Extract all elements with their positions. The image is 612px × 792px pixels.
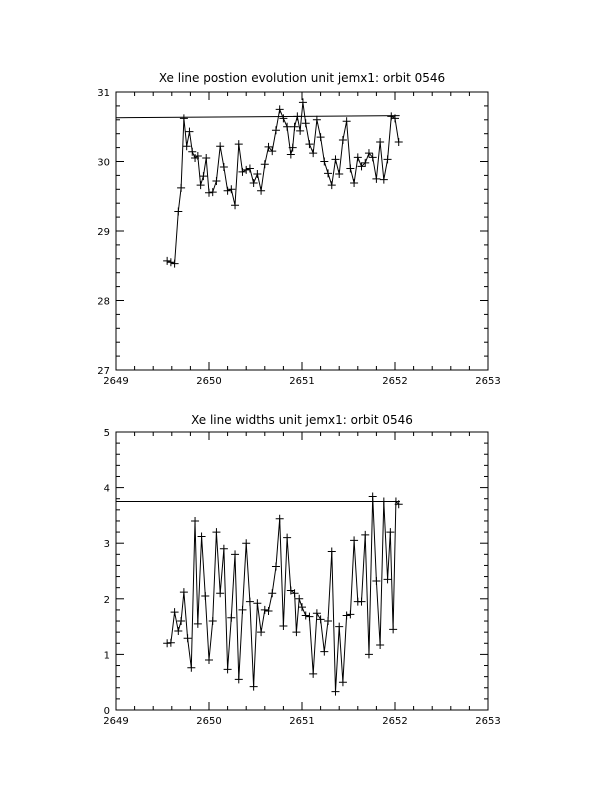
data-point	[339, 136, 347, 144]
data-point	[346, 610, 354, 618]
data-point	[287, 151, 295, 159]
data-point	[283, 123, 291, 131]
data-point	[291, 123, 299, 131]
x-tick-label: 2649	[103, 716, 129, 727]
data-point	[372, 577, 380, 585]
data-point	[167, 639, 175, 647]
data-point	[265, 607, 273, 615]
data-point	[268, 589, 276, 597]
data-point	[343, 611, 351, 619]
position-plot-area	[97, 88, 500, 387]
data-point	[320, 158, 328, 166]
data-point	[224, 665, 232, 673]
x-tick-label: 2652	[382, 716, 408, 727]
data-point	[309, 149, 317, 157]
chart-title-position: Xe line postion evolution unit jemx1: orbit 0546	[158, 71, 446, 85]
data-point	[261, 606, 269, 614]
data-point	[305, 140, 313, 148]
data-point	[209, 188, 217, 196]
data-point	[331, 155, 339, 163]
data-point	[171, 608, 179, 616]
data-point	[389, 625, 397, 633]
data-point	[283, 534, 291, 542]
x-tick-label: 2653	[475, 376, 501, 387]
data-point	[250, 179, 258, 187]
data-point	[279, 622, 287, 630]
data-point	[184, 634, 192, 642]
data-point	[328, 548, 336, 556]
data-point	[276, 515, 284, 523]
data-point	[293, 112, 301, 120]
data-point	[317, 133, 325, 141]
data-point	[324, 169, 332, 177]
x-tick-label: 2650	[196, 376, 222, 387]
data-point	[276, 105, 284, 113]
data-point	[386, 528, 394, 536]
data-point	[180, 588, 188, 596]
data-point	[250, 683, 258, 691]
y-tick-label: 28	[97, 296, 110, 308]
data-point	[292, 628, 300, 636]
data-point	[163, 639, 171, 647]
data-point	[257, 628, 265, 636]
chart-title-widths: Xe line widths unit jemx1: orbit 0546	[191, 413, 413, 427]
data-point	[216, 142, 224, 150]
data-point	[177, 617, 185, 625]
data-point	[205, 656, 213, 664]
data-point	[261, 160, 269, 168]
data-point	[197, 181, 205, 189]
y-tick-label: 27	[97, 366, 110, 377]
data-point	[324, 617, 332, 625]
series-line	[167, 102, 399, 263]
data-point	[317, 615, 325, 623]
data-point	[199, 172, 207, 180]
data-point	[238, 606, 246, 614]
data-point	[246, 164, 254, 172]
data-point	[343, 117, 351, 125]
data-point	[227, 614, 235, 622]
y-tick-label: 4	[103, 483, 110, 495]
data-point	[231, 550, 239, 558]
data-point	[227, 185, 235, 193]
x-tick-label: 2653	[475, 716, 501, 727]
data-point	[198, 533, 206, 541]
data-point	[231, 201, 239, 209]
y-tick-label: 31	[97, 88, 110, 99]
data-point	[246, 598, 254, 606]
data-point	[354, 153, 362, 161]
data-point	[295, 595, 303, 603]
reference-line	[116, 116, 400, 118]
data-point	[167, 258, 175, 266]
data-point	[183, 142, 191, 150]
series-line	[167, 497, 399, 692]
data-point	[202, 154, 210, 162]
y-tick-label: 2	[103, 594, 110, 606]
data-point	[376, 138, 384, 146]
data-point	[395, 138, 403, 146]
data-point	[350, 536, 358, 544]
data-point	[174, 208, 182, 216]
y-tick-label: 3	[103, 539, 110, 551]
data-point	[177, 184, 185, 192]
data-point	[212, 528, 220, 536]
data-point	[320, 648, 328, 656]
data-point	[272, 126, 280, 134]
data-point	[174, 627, 182, 635]
data-point	[380, 176, 388, 184]
data-point	[350, 179, 358, 187]
data-point	[384, 155, 392, 163]
y-tick-label: 1	[103, 650, 110, 662]
data-point	[358, 598, 366, 606]
data-point	[257, 187, 265, 195]
data-point	[335, 623, 343, 631]
y-tick-label: 0	[103, 706, 110, 717]
data-point	[313, 116, 321, 124]
y-tick-label: 30	[97, 157, 110, 169]
data-point	[242, 539, 250, 547]
data-point	[253, 170, 261, 178]
data-point	[194, 620, 202, 628]
data-point	[309, 670, 317, 678]
data-point	[369, 492, 377, 500]
data-point	[279, 114, 287, 122]
x-tick-label: 2651	[289, 376, 315, 387]
data-point	[209, 617, 217, 625]
data-point	[346, 164, 354, 172]
x-tick-label: 2650	[196, 716, 222, 727]
data-point	[313, 609, 321, 617]
data-point	[365, 650, 373, 658]
data-point	[220, 545, 228, 553]
data-point	[305, 613, 313, 621]
plot-frame-position	[116, 92, 488, 370]
data-point	[302, 611, 310, 619]
data-point	[238, 168, 246, 176]
data-point	[187, 664, 195, 672]
data-point	[224, 187, 232, 195]
widths-plot-area	[103, 428, 500, 727]
data-point	[212, 177, 220, 185]
plot-frame-widths	[116, 432, 488, 710]
data-point	[372, 175, 380, 183]
data-point	[299, 98, 307, 106]
data-point	[302, 119, 310, 127]
data-point	[201, 592, 209, 600]
data-point	[242, 166, 250, 174]
data-point	[253, 599, 261, 607]
data-point	[384, 575, 392, 583]
data-point	[339, 678, 347, 686]
data-point	[171, 260, 179, 268]
data-point	[220, 163, 228, 171]
y-tick-label: 5	[103, 428, 110, 439]
y-tick-label: 29	[97, 227, 110, 238]
data-point	[361, 531, 369, 539]
data-point	[163, 257, 171, 265]
x-tick-label: 2651	[289, 716, 315, 727]
data-point	[331, 688, 339, 696]
data-point	[335, 170, 343, 178]
data-point	[216, 589, 224, 597]
data-point	[387, 112, 395, 120]
data-point	[205, 189, 213, 197]
data-point	[235, 140, 243, 148]
data-point	[180, 114, 188, 122]
data-point	[380, 498, 388, 506]
data-point	[191, 517, 199, 525]
data-point	[376, 641, 384, 649]
data-point	[272, 563, 280, 571]
x-tick-label: 2649	[103, 376, 129, 387]
data-point	[235, 675, 243, 683]
x-tick-label: 2652	[382, 376, 408, 387]
data-point	[328, 181, 336, 189]
data-point	[185, 128, 193, 136]
data-point	[296, 127, 304, 135]
